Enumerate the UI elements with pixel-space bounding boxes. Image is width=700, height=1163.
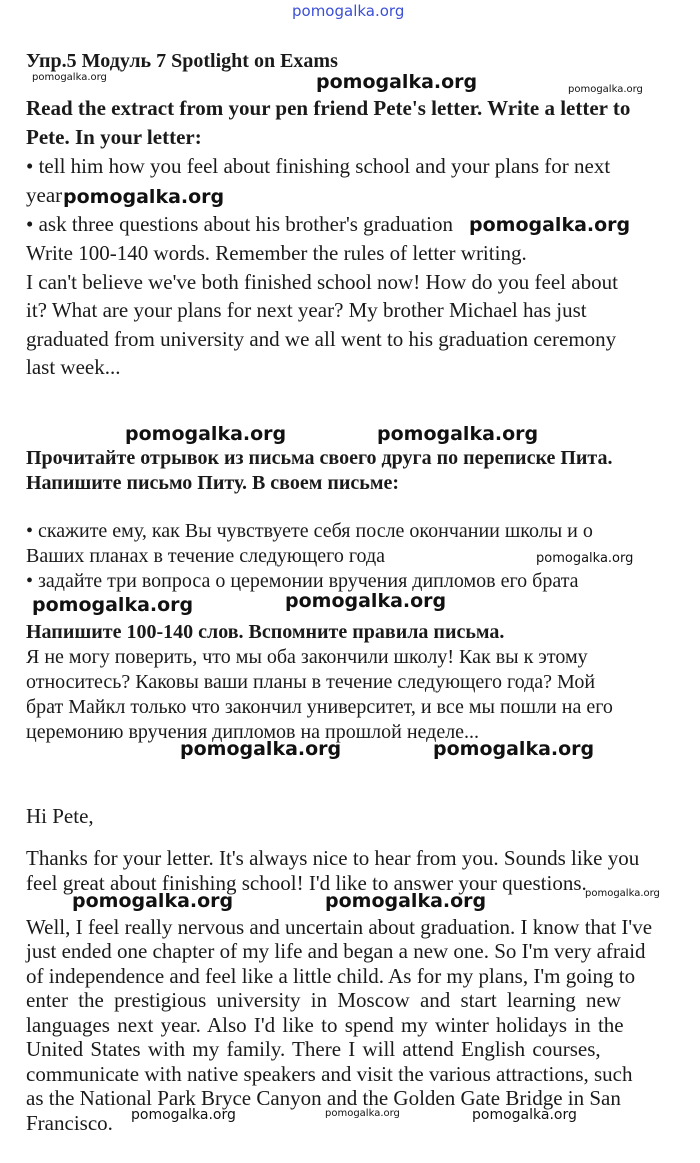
- watermark: pomogalka.org: [125, 423, 287, 445]
- task-ru-bullet-1b: Ваших планах в течение следующего года: [26, 545, 385, 567]
- task-ru-extract-4: церемонию вручения дипломов на прошлой неделе...: [26, 721, 480, 743]
- watermark: pomogalka.org: [585, 888, 660, 899]
- page-title: Упр.5 Модуль 7 Spotlight on Exams: [26, 50, 338, 72]
- task-en-instruction-1: Read the extract from your pen friend Pete's letter. Write a letter to: [26, 96, 631, 120]
- task-en-extract-3: graduated from university and we all went to his graduation ceremony: [26, 327, 617, 351]
- task-ru-word-count: Напишите 100-140 слов. Вспомните правила письма.: [26, 621, 505, 643]
- watermark: pomogalka.org: [536, 551, 634, 566]
- letter-p2-line-8: as the National Park Bryce Canyon and the Golden Gate Bridge in San: [26, 1086, 621, 1110]
- watermark: pomogalka.org: [316, 71, 478, 93]
- watermark: pomogalka.org: [285, 590, 447, 612]
- task-en-extract-2: it? What are your plans for next year? My brother Michael has just: [26, 298, 587, 322]
- task-en-bullet-2: • ask three questions about his brother's graduation: [26, 212, 453, 236]
- task-ru-extract-1: Я не могу поверить, что мы оба закончили школу! Как вы к этому: [26, 646, 588, 668]
- task-ru-bullet-1a: • скажите ему, как Вы чувствуете себя после окончании школы и о: [26, 520, 593, 542]
- letter-p2-line-1: Well, I feel really nervous and uncertain about graduation. I know that I've: [26, 915, 653, 939]
- letter-p1-line-2: feel great about finishing school! I'd like to answer your questions.: [26, 871, 587, 895]
- task-en-word-count: Write 100-140 words. Remember the rules of letter writing.: [26, 241, 527, 265]
- task-ru-instruction-2: Напишите письмо Питу. В своем письме:: [26, 472, 399, 494]
- letter-greeting: Hi Pete,: [26, 804, 94, 828]
- watermark: pomogalka.org: [433, 738, 595, 760]
- watermark: pomogalka.org: [325, 890, 487, 912]
- task-en-instruction-2: Pete. In your letter:: [26, 125, 202, 149]
- watermark: pomogalka.org: [131, 1107, 236, 1123]
- letter-p2-line-5: languages next year. Also I'd like to spend my winter holidays in the: [26, 1013, 624, 1037]
- watermark-top: pomogalka.org: [292, 2, 405, 20]
- task-ru-bullet-2: • задайте три вопроса о церемонии вручения дипломов его брата: [26, 570, 579, 592]
- watermark: pomogalka.org: [32, 72, 107, 83]
- task-ru-instruction-1: Прочитайте отрывок из письма своего друга по переписке Пита.: [26, 447, 613, 469]
- letter-p2-line-7: communicate with native speakers and visit the various attractions, such: [26, 1062, 633, 1086]
- task-ru-extract-2: относитесь? Каковы ваши планы в течение следующего года? Мой: [26, 671, 596, 693]
- letter-p2-line-4: enter the prestigious university in Moscow and start learning new: [26, 988, 621, 1012]
- task-en-bullet-1b: year: [26, 183, 63, 207]
- watermark: pomogalka.org: [472, 1107, 577, 1123]
- watermark: pomogalka.org: [63, 186, 225, 208]
- watermark: pomogalka.org: [72, 890, 234, 912]
- letter-p2-line-3: of independence and feel like a little child. As for my plans, I'm going to: [26, 964, 636, 988]
- task-en-extract-4: last week...: [26, 355, 121, 379]
- watermark: pomogalka.org: [377, 423, 539, 445]
- task-ru-extract-3: брат Майкл только что закончил университет, и все мы пошли на его: [26, 696, 613, 718]
- task-en-bullet-1a: • tell him how you feel about finishing school and your plans for next: [26, 154, 611, 178]
- watermark: pomogalka.org: [568, 84, 643, 95]
- letter-p2-line-6: United States with my family. There I will attend English courses,: [26, 1037, 601, 1061]
- letter-p1-line-1: Thanks for your letter. It's always nice to hear from you. Sounds like you: [26, 846, 640, 870]
- watermark: pomogalka.org: [469, 214, 631, 236]
- letter-p2-line-9: Francisco.: [26, 1111, 113, 1135]
- watermark: pomogalka.org: [180, 738, 342, 760]
- watermark: pomogalka.org: [325, 1108, 400, 1119]
- letter-p2-line-2: just ended one chapter of my life and began a new one. So I'm very afraid: [26, 939, 646, 963]
- task-en-extract-1: I can't believe we've both finished school now! How do you feel about: [26, 270, 618, 294]
- watermark: pomogalka.org: [32, 594, 194, 616]
